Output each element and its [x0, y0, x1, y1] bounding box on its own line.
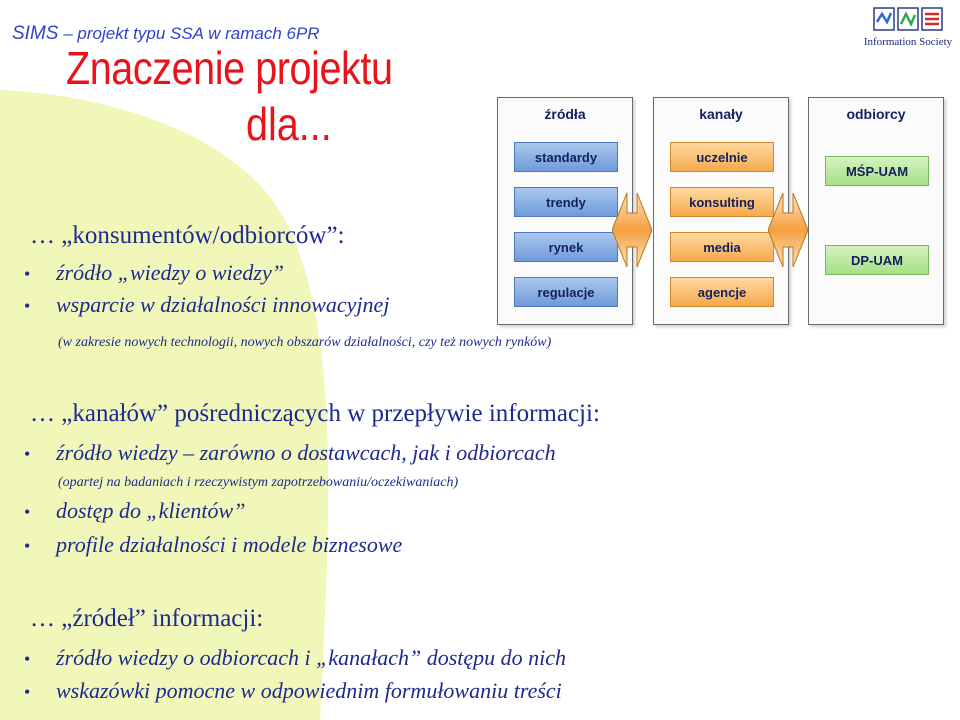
- logo-icon: [860, 4, 956, 36]
- panel-sources-title: źródła: [544, 106, 586, 122]
- sources-channels-recipients-diagram: [497, 97, 943, 323]
- section-channels-heading: … „kanałów” pośredniczących w przepływie informacji:: [30, 400, 600, 427]
- list-item: • źródło „wiedzy o wiedzy”: [24, 260, 284, 285]
- recipient-item: DP-UAM: [825, 245, 929, 275]
- double-arrow-icon: [612, 185, 652, 275]
- information-society-logo: [860, 4, 956, 50]
- list-item: • źródło wiedzy – zarówno o dostawcach, jak i odbiorcach: [24, 440, 556, 465]
- source-item: regulacje: [514, 277, 618, 307]
- channel-item: media: [670, 232, 774, 262]
- list-item: • dostęp do „klientów”: [24, 498, 246, 523]
- double-arrow-icon: [768, 185, 808, 275]
- list-item: • profile działalności i modele biznesowe: [24, 532, 403, 557]
- section-sources-heading: … „źródeł” informacji:: [30, 605, 264, 632]
- section-channels-note: (opartej na badaniach i rzeczywistym zapotrzebowaniu/oczekiwaniach): [58, 475, 459, 490]
- recipient-item: MŚP-UAM: [825, 156, 929, 186]
- panel-channels-title: kanały: [699, 106, 743, 122]
- channel-item: konsulting: [670, 187, 774, 217]
- panel-recipients-title: odbiorcy: [846, 106, 906, 122]
- list-item: • wskazówki pomocne w odpowiednim formułowaniu treści: [24, 678, 562, 703]
- section-consumers-note: (w zakresie nowych technologii, nowych obszarów działalności, czy też nowych rynków): [58, 335, 552, 350]
- source-item: trendy: [514, 187, 618, 217]
- source-item: standardy: [514, 142, 618, 172]
- header-subtitle: projekt typu SSA w ramach 6PR: [77, 24, 320, 43]
- page-title-line1: Znaczenie projektu: [66, 42, 393, 94]
- channel-item: uczelnie: [670, 142, 774, 172]
- section-consumers-heading: … „konsumentów/odbiorców”:: [30, 222, 345, 249]
- header-sims: SIMS: [12, 23, 59, 44]
- channel-item: agencje: [670, 277, 774, 307]
- list-item: • źródło wiedzy o odbiorcach i „kanałach” dostępu do nich: [24, 645, 567, 670]
- panel-recipients: [808, 97, 944, 325]
- list-item: • wsparcie w działalności innowacyjnej: [24, 292, 390, 317]
- page-title-line2: dla...: [246, 98, 332, 150]
- source-item: rynek: [514, 232, 618, 262]
- logo-caption: Information Society: [863, 36, 953, 48]
- header-dash: –: [63, 24, 73, 43]
